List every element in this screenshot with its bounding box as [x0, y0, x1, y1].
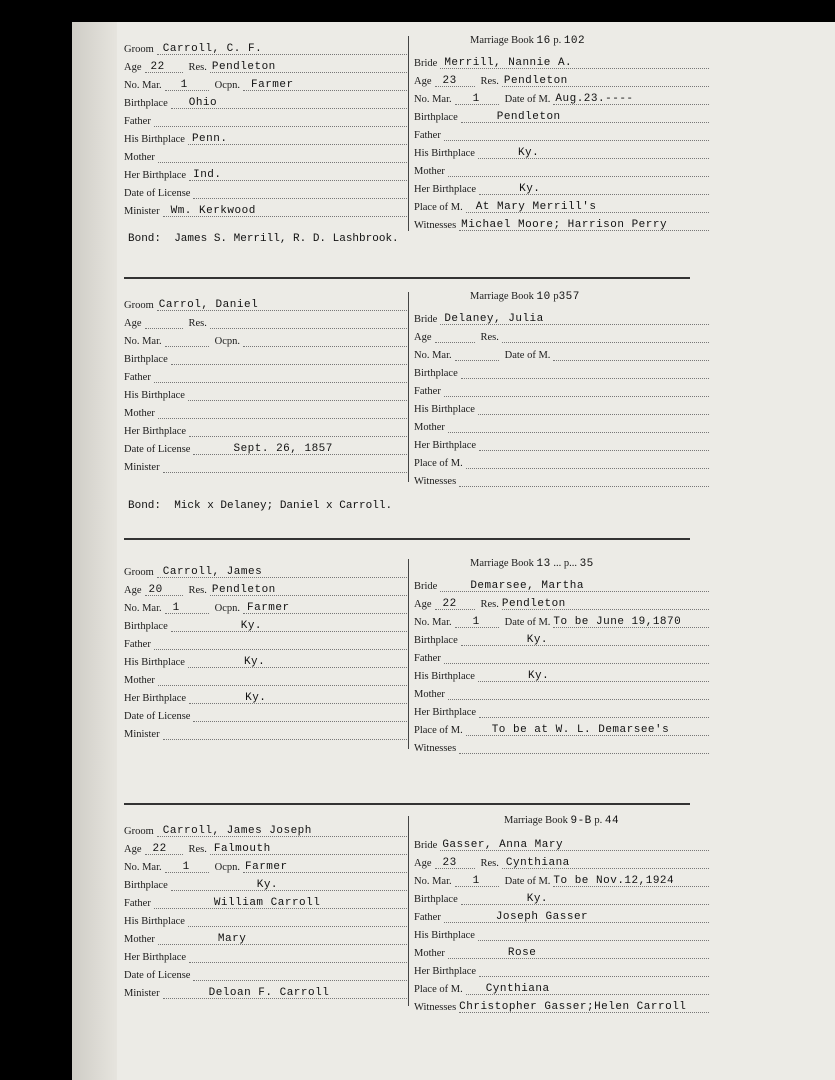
groom-ocpn: Farmer [247, 602, 290, 614]
marriage-book-page: 35 [579, 558, 594, 570]
column-divider [408, 36, 409, 231]
mother-label: Mother [414, 948, 445, 959]
date-of-license-label: Date of License [124, 188, 191, 199]
birthplace-label: Birthplace [124, 621, 168, 632]
age-label: Age [414, 332, 432, 343]
no-mar-label: No. Mar. [414, 876, 452, 887]
groom-name: Carroll, C. F. [162, 43, 263, 55]
bride-label: Bride [414, 581, 438, 592]
witnesses-label: Witnesses [414, 1002, 457, 1013]
bride-date-of-m: Aug.23.---- [555, 93, 634, 105]
groom-birthplace: Ohio [188, 97, 218, 109]
bride-no-mar: 1 [472, 875, 480, 887]
witnesses-label: Witnesses [414, 743, 457, 754]
age-label: Age [124, 62, 142, 73]
groom-name: Carroll, James Joseph [162, 825, 312, 837]
groom-ocpn: Farmer [251, 79, 294, 91]
minister-label: Minister [124, 988, 160, 999]
bride-place-of-m: Cynthiana [485, 983, 550, 995]
age-label: Age [414, 599, 432, 610]
groom-age: 22 [150, 61, 165, 73]
groom-no-mar: 1 [180, 79, 188, 91]
groom-age: 22 [152, 843, 167, 855]
bride-res: Pendleton [503, 75, 568, 87]
his-birthplace-label: His Birthplace [414, 148, 475, 159]
birthplace-label: Birthplace [414, 635, 458, 646]
bride-her-birthplace: Ky. [519, 183, 541, 195]
place-of-m-label: Place of M. [414, 458, 463, 469]
father-label: Father [124, 639, 151, 650]
bride-no-mar: 1 [472, 93, 480, 105]
his-birthplace-label: His Birthplace [124, 657, 185, 668]
father-label: Father [124, 898, 151, 909]
no-mar-label: No. Mar. [414, 617, 452, 628]
mother-label: Mother [414, 166, 445, 177]
father-label: Father [124, 372, 151, 383]
birthplace-label: Birthplace [124, 98, 168, 109]
groom-date-of-license: Sept. 26, 1857 [233, 443, 333, 455]
bride-label: Bride [414, 314, 438, 325]
marriage-book-number: 10 [536, 291, 551, 303]
age-label: Age [414, 858, 432, 869]
bride-age: 23 [442, 857, 457, 869]
res-label: Res. [480, 599, 499, 610]
minister-label: Minister [124, 206, 160, 217]
bride-res: Cynthiana [505, 857, 570, 869]
birthplace-label: Birthplace [414, 894, 458, 905]
his-birthplace-label: His Birthplace [414, 671, 475, 682]
record-separator [124, 277, 690, 279]
bond-text: Bond: Mick x Delaney; Daniel x Carroll. [128, 500, 393, 512]
marriage-record-3 [72, 559, 835, 759]
mother-label: Mother [414, 422, 445, 433]
date-of-license-label: Date of License [124, 711, 191, 722]
age-label: Age [124, 844, 142, 855]
no-mar-label: No. Mar. [124, 603, 162, 614]
bride-res: Pendleton [501, 598, 566, 610]
bride-date-of-m: To be Nov.12,1924 [553, 875, 675, 887]
bride-no-mar: 1 [472, 616, 480, 628]
column-divider [408, 559, 409, 749]
groom-her-birthplace: Ky. [245, 692, 267, 704]
her-birthplace-label: Her Birthplace [414, 966, 477, 977]
groom-his-birthplace: Ky. [243, 656, 266, 668]
marriage-record-2 [72, 292, 835, 522]
his-birthplace-label: His Birthplace [124, 390, 185, 401]
his-birthplace-label: His Birthplace [124, 134, 185, 145]
birthplace-label: Birthplace [414, 112, 458, 123]
license-card-page [72, 22, 835, 1080]
birthplace-label: Birthplace [124, 880, 168, 891]
birthplace-label: Birthplace [414, 368, 458, 379]
her-birthplace-label: Her Birthplace [414, 184, 477, 195]
groom-his-birthplace: Penn. [191, 133, 228, 145]
bride-place-of-m: To be at W. L. Demarsee's [491, 724, 670, 736]
marriage-book-number: 16 [536, 35, 551, 47]
ocpn-label: Ocpn. [214, 862, 240, 873]
ocpn-label: Ocpn. [214, 336, 240, 347]
father-label: Father [414, 653, 441, 664]
groom-her-birthplace: Ind. [193, 169, 222, 181]
groom-res: Falmouth [213, 843, 271, 855]
date-of-m-label: Date of M. [504, 617, 551, 628]
groom-mother: Mary [217, 933, 247, 945]
witnesses-label: Witnesses [414, 476, 457, 487]
father-label: Father [414, 130, 441, 141]
father-label: Father [414, 386, 441, 397]
groom-ocpn: Farmer [245, 861, 288, 873]
marriage-book-number: 13 [536, 558, 551, 570]
bride-age: 23 [442, 75, 457, 87]
column-divider [408, 292, 409, 482]
her-birthplace-label: Her Birthplace [124, 693, 187, 704]
bride-label: Bride [414, 58, 438, 69]
bride-his-birthplace: Ky. [517, 147, 540, 159]
groom-res: Pendleton [211, 61, 276, 73]
birthplace-label: Birthplace [124, 354, 168, 365]
marriage-record-1 [72, 36, 835, 276]
age-label: Age [414, 76, 432, 87]
res-label: Res. [188, 844, 207, 855]
date-of-m-label: Date of M. [504, 876, 551, 887]
bride-mother: Rose [507, 947, 537, 959]
res-label: Res. [480, 332, 499, 343]
mother-label: Mother [124, 152, 155, 163]
his-birthplace-label: His Birthplace [414, 404, 475, 415]
marriage-record-4 [72, 816, 835, 1016]
res-label: Res. [480, 858, 499, 869]
ocpn-label: Ocpn. [214, 603, 240, 614]
bride-label: Bride [414, 840, 438, 851]
her-birthplace-label: Her Birthplace [414, 707, 477, 718]
place-of-m-label: Place of M. [414, 984, 463, 995]
bride-witnesses: Michael Moore; Harrison Perry [461, 219, 668, 231]
groom-minister: Wm. Kerkwood [170, 205, 256, 217]
his-birthplace-label: His Birthplace [124, 916, 185, 927]
her-birthplace-label: Her Birthplace [414, 440, 477, 451]
date-of-m-label: Date of M. [504, 94, 551, 105]
marriage-book-ref: Marriage Book 16 p. 102 [470, 35, 586, 47]
mother-label: Mother [124, 675, 155, 686]
column-divider [408, 816, 409, 1006]
no-mar-label: No. Mar. [124, 80, 162, 91]
bride-age: 22 [442, 598, 457, 610]
groom-birthplace: Ky. [240, 620, 263, 632]
bride-date-of-m: To be June 19,1870 [553, 616, 682, 628]
mother-label: Mother [124, 934, 155, 945]
bride-witnesses: Christopher Gasser;Helen Carroll [459, 1001, 687, 1013]
groom-name: Carroll, James [162, 566, 263, 578]
no-mar-label: No. Mar. [414, 94, 452, 105]
bride-name: Demarsee, Martha [470, 580, 584, 592]
record-separator [124, 538, 690, 540]
groom-label: Groom [124, 44, 154, 55]
groom-no-mar: 1 [182, 861, 190, 873]
marriage-book-page: 44 [604, 815, 620, 827]
groom-res: Pendleton [211, 584, 276, 596]
her-birthplace-label: Her Birthplace [124, 170, 187, 181]
marriage-book-page: 102 [563, 35, 586, 47]
his-birthplace-label: His Birthplace [414, 930, 475, 941]
res-label: Res. [480, 76, 499, 87]
record-separator [124, 803, 690, 805]
groom-birthplace: Ky. [256, 879, 279, 891]
bride-name: Merrill, Nannie A. [444, 57, 573, 69]
bride-birthplace: Ky. [526, 634, 549, 646]
res-label: Res. [188, 318, 207, 329]
place-of-m-label: Place of M. [414, 202, 463, 213]
bride-father: Joseph Gasser [495, 911, 589, 923]
minister-label: Minister [124, 729, 160, 740]
no-mar-label: No. Mar. [124, 862, 162, 873]
groom-father: William Carroll [213, 897, 321, 909]
groom-label: Groom [124, 567, 154, 578]
her-birthplace-label: Her Birthplace [124, 952, 187, 963]
bride-birthplace: Ky. [526, 893, 549, 905]
bride-name: Gasser, Anna Mary [442, 839, 564, 851]
bond-text: Bond: James S. Merrill, R. D. Lashbrook. [128, 233, 399, 245]
marriage-book-ref: Marriage Book 9-B p. 44 [504, 815, 620, 827]
groom-label: Groom [124, 826, 154, 837]
mother-label: Mother [124, 408, 155, 419]
no-mar-label: No. Mar. [124, 336, 162, 347]
res-label: Res. [188, 62, 207, 73]
father-label: Father [414, 912, 441, 923]
place-of-m-label: Place of M. [414, 725, 463, 736]
groom-name: Carrol, Daniel [158, 299, 259, 311]
witnesses-label: Witnesses [414, 220, 457, 231]
marriage-book-page: 357 [558, 291, 580, 303]
groom-minister: Deloan F. Carroll [208, 987, 330, 999]
date-of-license-label: Date of License [124, 970, 191, 981]
date-of-license-label: Date of License [124, 444, 191, 455]
groom-no-mar: 1 [172, 602, 180, 614]
bride-name: Delaney, Julia [444, 313, 544, 325]
groom-age: 20 [148, 584, 163, 596]
bride-his-birthplace: Ky. [527, 670, 550, 682]
marriage-book-ref: Marriage Book 10 p357 [470, 291, 580, 303]
marriage-book-ref: Marriage Book 13 ... p... 35 [470, 558, 594, 570]
age-label: Age [124, 318, 142, 329]
no-mar-label: No. Mar. [414, 350, 452, 361]
mother-label: Mother [414, 689, 445, 700]
ocpn-label: Ocpn. [214, 80, 240, 91]
bride-birthplace: Pendleton [496, 111, 561, 123]
age-label: Age [124, 585, 142, 596]
groom-label: Groom [124, 300, 154, 311]
father-label: Father [124, 116, 151, 127]
res-label: Res. [188, 585, 207, 596]
marriage-book-number: 9-B [570, 815, 592, 827]
date-of-m-label: Date of M. [504, 350, 551, 361]
her-birthplace-label: Her Birthplace [124, 426, 187, 437]
bride-place-of-m: At Mary Merrill's [475, 201, 597, 213]
minister-label: Minister [124, 462, 160, 473]
